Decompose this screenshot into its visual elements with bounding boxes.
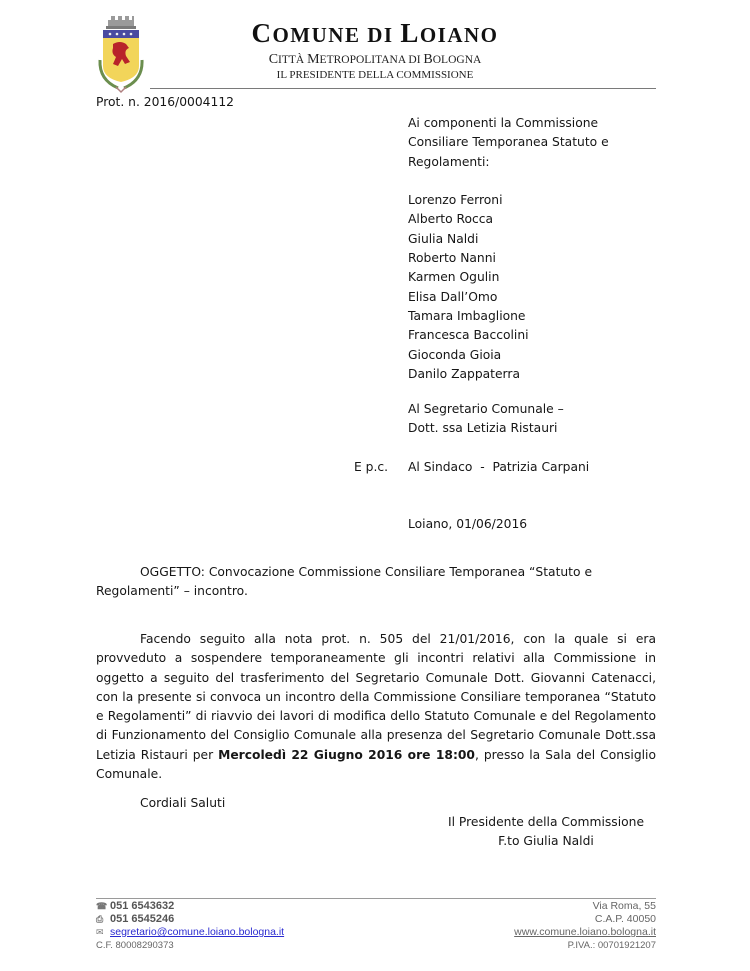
secretary-line: Al Segretario Comunale – <box>408 402 564 416</box>
recipient-member: Francesca Baccolini <box>408 328 529 343</box>
signature-block <box>436 813 656 852</box>
fax-icon: ⎙ <box>96 914 104 924</box>
office-subtitle: IL PRESIDENTE DELLA COMMISSIONE <box>276 69 474 81</box>
footer-vat: P.IVA.: 00701921207 <box>567 940 656 951</box>
telephone-icon: ☎ <box>96 901 108 911</box>
recipients-intro-line: Consiliare Temporanea Statuto e <box>408 135 609 150</box>
recipient-member: Giulia Naldi <box>408 231 479 246</box>
footer-divider <box>96 898 656 899</box>
meeting-datetime: Mercoledì 22 Giugno 2016 ore 18:00 <box>218 747 475 762</box>
email-icon: ✉ <box>96 927 104 937</box>
cc-recipient: Al Sindaco - Patrizia Carpani <box>408 460 590 474</box>
recipients-block <box>408 114 668 384</box>
closing-greeting: Cordiali Saluti <box>140 796 226 810</box>
recipient-member: Karmen Ogulin <box>408 270 500 285</box>
secretary-line: Dott. ssa Letizia Ristauri <box>408 421 558 436</box>
protocol-number: Prot. n. 2016/0004112 <box>96 95 234 109</box>
recipient-member: Tamara Imbaglione <box>408 308 526 323</box>
secretary-recipient <box>408 400 564 439</box>
footer-tax-code: C.F. 80008290373 <box>96 940 174 951</box>
signature-name: F.to Giulia Naldi <box>498 834 594 849</box>
municipality-title: COMUNE DI LOIANO <box>251 18 499 48</box>
footer-website-link[interactable]: www.comune.loiano.bologna.it <box>514 926 656 938</box>
metropolitan-city-subtitle: CITTÀ METROPOLITANA DI BOLOGNA <box>268 52 482 67</box>
body-paragraph <box>96 630 656 784</box>
recipients-intro-line: Regolamenti: <box>408 154 490 169</box>
footer-street: Via Roma, 55 <box>592 900 656 912</box>
recipient-member: Gioconda Gioia <box>408 347 502 362</box>
recipient-member: Lorenzo Ferroni <box>408 193 503 208</box>
footer-fax: 051 6545246 <box>110 913 175 925</box>
recipient-member: Danilo Zappaterra <box>408 366 520 381</box>
place-and-date: Loiano, 01/06/2016 <box>408 517 528 531</box>
subject-line: Regolamenti” – incontro. <box>96 584 248 599</box>
signature-role: Il Presidente della Commissione <box>447 815 645 829</box>
body-tail: , presso la Sala del Consiglio Comunale. <box>96 747 656 782</box>
recipient-member: Roberto Nanni <box>408 251 496 266</box>
recipient-member: Elisa Dall’Omo <box>408 289 498 304</box>
recipient-member: Alberto Rocca <box>408 212 494 227</box>
body-text: Facendo seguito alla nota prot. n. 505 del 21/01/2016, con la quale si era provveduto a sospendere temporaneamente gli incontri relativi alla Commissione in oggetto a seguito del trasferimento del Segretario Comunale Dott. Giovanni Catenacci, con la presente si convoca un incontro della Commissione Consiliare temporanea “Statuto e Regolamenti” di riavvio dei lavori di modifica dello Statuto Comunale e del Regolamento di Funzionamento del Consiglio Comunale alla presenza del Segretario Comunale Dott.ssa Letizia Ristauri per <box>96 632 656 762</box>
recipients-intro-line: Ai componenti la Commissione <box>408 116 599 130</box>
footer-address <box>456 900 656 952</box>
footer-postal-code: C.A.P. 40050 <box>594 913 656 925</box>
cc-label: E p.c. <box>354 460 389 474</box>
municipal-coat-of-arms-icon <box>96 14 146 96</box>
subject-block <box>96 563 656 602</box>
subject-line: OGGETTO: Convocazione Commissione Consiliare Temporanea “Statuto e <box>140 565 593 579</box>
footer-contacts <box>96 900 284 952</box>
header-divider <box>150 88 656 89</box>
footer-phone: 051 6543632 <box>110 900 175 912</box>
footer-email-link[interactable]: segretario@comune.loiano.bologna.it <box>110 926 285 938</box>
